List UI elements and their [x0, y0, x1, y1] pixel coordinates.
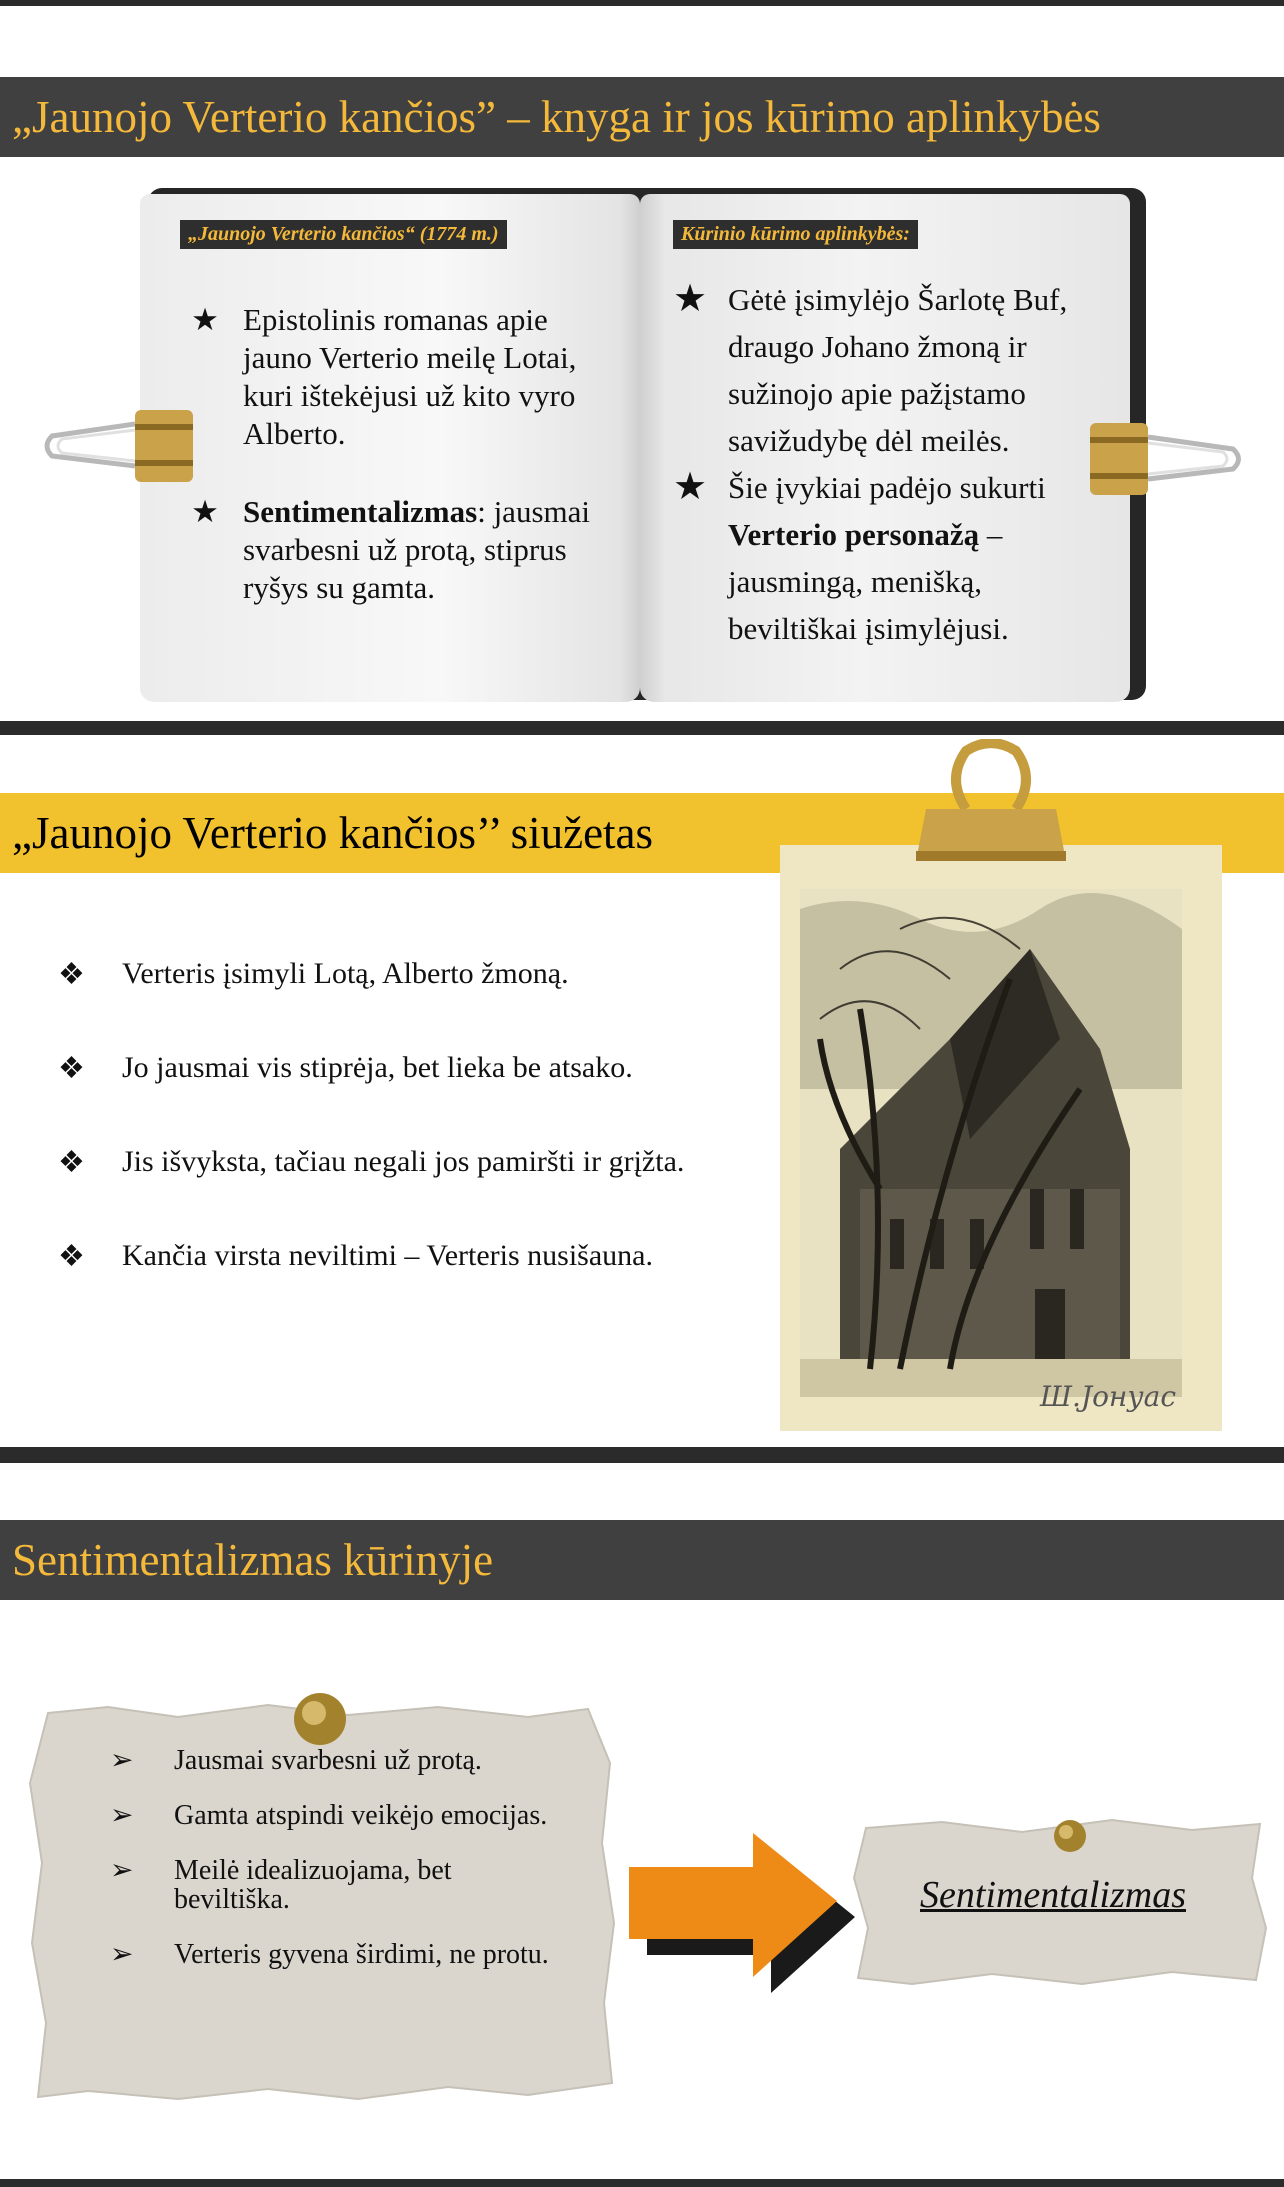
diamond-bullet-icon: ❖: [58, 1240, 85, 1273]
fact-term: Sentimentalizmas: [243, 494, 478, 529]
slide-book-context: [0, 6, 1284, 721]
arrow-bullet-icon: ➢: [110, 1745, 134, 1776]
right-arrow-icon: [625, 1833, 855, 1993]
plot-list: [58, 957, 684, 1333]
list-item: [58, 957, 684, 1051]
list-item: [185, 493, 605, 607]
fact-text: : jausmai svarbesni už protą, stiprus ryšys su gamta.: [243, 494, 590, 605]
pin-icon: [292, 1691, 348, 1747]
diamond-bullet-icon: ❖: [58, 1052, 85, 1085]
artist-signature: Ш.Јонуас: [1040, 1380, 1176, 1413]
left-page-tag: „Jaunojo Verterio kančios“ (1774 m.): [180, 220, 507, 249]
slide-sentimentalism: [0, 1463, 1284, 2179]
slide-plot: [0, 735, 1284, 1447]
list-item: [58, 1051, 684, 1145]
trait-text: Jausmai svarbesni už protą.: [174, 1745, 482, 1776]
star-icon: ★: [191, 494, 219, 529]
right-page-tag: Kūrinio kūrimo aplinkybės:: [673, 220, 918, 249]
list-item: [58, 1145, 684, 1239]
context-text: Gėtė įsimylėjo Šarlotę Buf, draugo Johano žmoną ir sužinojo apie pažįstamo savižudybę dėl meilės.: [728, 282, 1068, 458]
list-item: [58, 1239, 684, 1333]
arrow-bullet-icon: ➢: [110, 1939, 134, 1970]
diamond-bullet-icon: ❖: [58, 1146, 85, 1179]
slide-title: „Jaunojo Verterio kančios’’ siužetas: [0, 793, 1284, 873]
plot-text: Kančia virsta neviltimi – Verteris nusišauna.: [122, 1239, 653, 1272]
arrow-bullet-icon: ➢: [110, 1855, 134, 1886]
list-item: [110, 1856, 550, 1914]
list-item: [110, 1801, 550, 1830]
traits-list: [110, 1746, 550, 1995]
binder-clip-icon: [1088, 419, 1248, 499]
binder-clip-icon: [40, 406, 200, 486]
context-term: Verterio personažą: [728, 517, 980, 552]
pin-icon: [1052, 1818, 1088, 1854]
list-item: [670, 276, 1110, 464]
trait-text: Gamta atspindi veikėjo emocijas.: [174, 1800, 548, 1831]
plot-text: Jo jausmai vis stiprėja, bet lieka be atsako.: [122, 1051, 633, 1084]
list-item: [110, 1746, 550, 1775]
trait-text: Verteris gyvena širdimi, ne protu.: [174, 1939, 549, 1970]
list-item: [185, 301, 605, 453]
list-item: [110, 1940, 550, 1969]
slide-title: Sentimentalizmas kūrinyje: [0, 1520, 1284, 1600]
fact-text: Epistolinis romanas apie jauno Verterio meilę Lotai, kuri ištekėjusi už kito vyro Alberto.: [243, 302, 577, 451]
star-icon: ★: [672, 278, 708, 320]
context-text: – jausmingą, menišką, beviltiškai įsimylėjusi.: [728, 517, 1009, 646]
book-facts-list: [185, 301, 605, 647]
context-list: [670, 276, 1110, 652]
plot-text: Jis išvyksta, tačiau negali jos pamiršti ir grįžta.: [122, 1145, 685, 1178]
star-icon: ★: [672, 466, 708, 508]
result-label: Sentimentalizmas: [920, 1874, 1186, 1916]
arrow-bullet-icon: ➢: [110, 1800, 134, 1831]
slide-title: „Jaunojo Verterio kančios” – knyga ir jos kūrimo aplinkybės: [0, 77, 1284, 157]
list-item: [670, 464, 1110, 652]
trait-text: Meilė idealizuojama, bet beviltiška.: [174, 1855, 452, 1915]
church-etching-icon: [800, 889, 1182, 1397]
star-icon: ★: [191, 302, 219, 337]
bulldog-clip-icon: [906, 739, 1076, 869]
plot-text: Verteris įsimyli Lotą, Alberto žmoną.: [122, 957, 569, 990]
context-text: Šie įvykiai padėjo sukurti: [728, 470, 1046, 505]
diamond-bullet-icon: ❖: [58, 958, 85, 991]
